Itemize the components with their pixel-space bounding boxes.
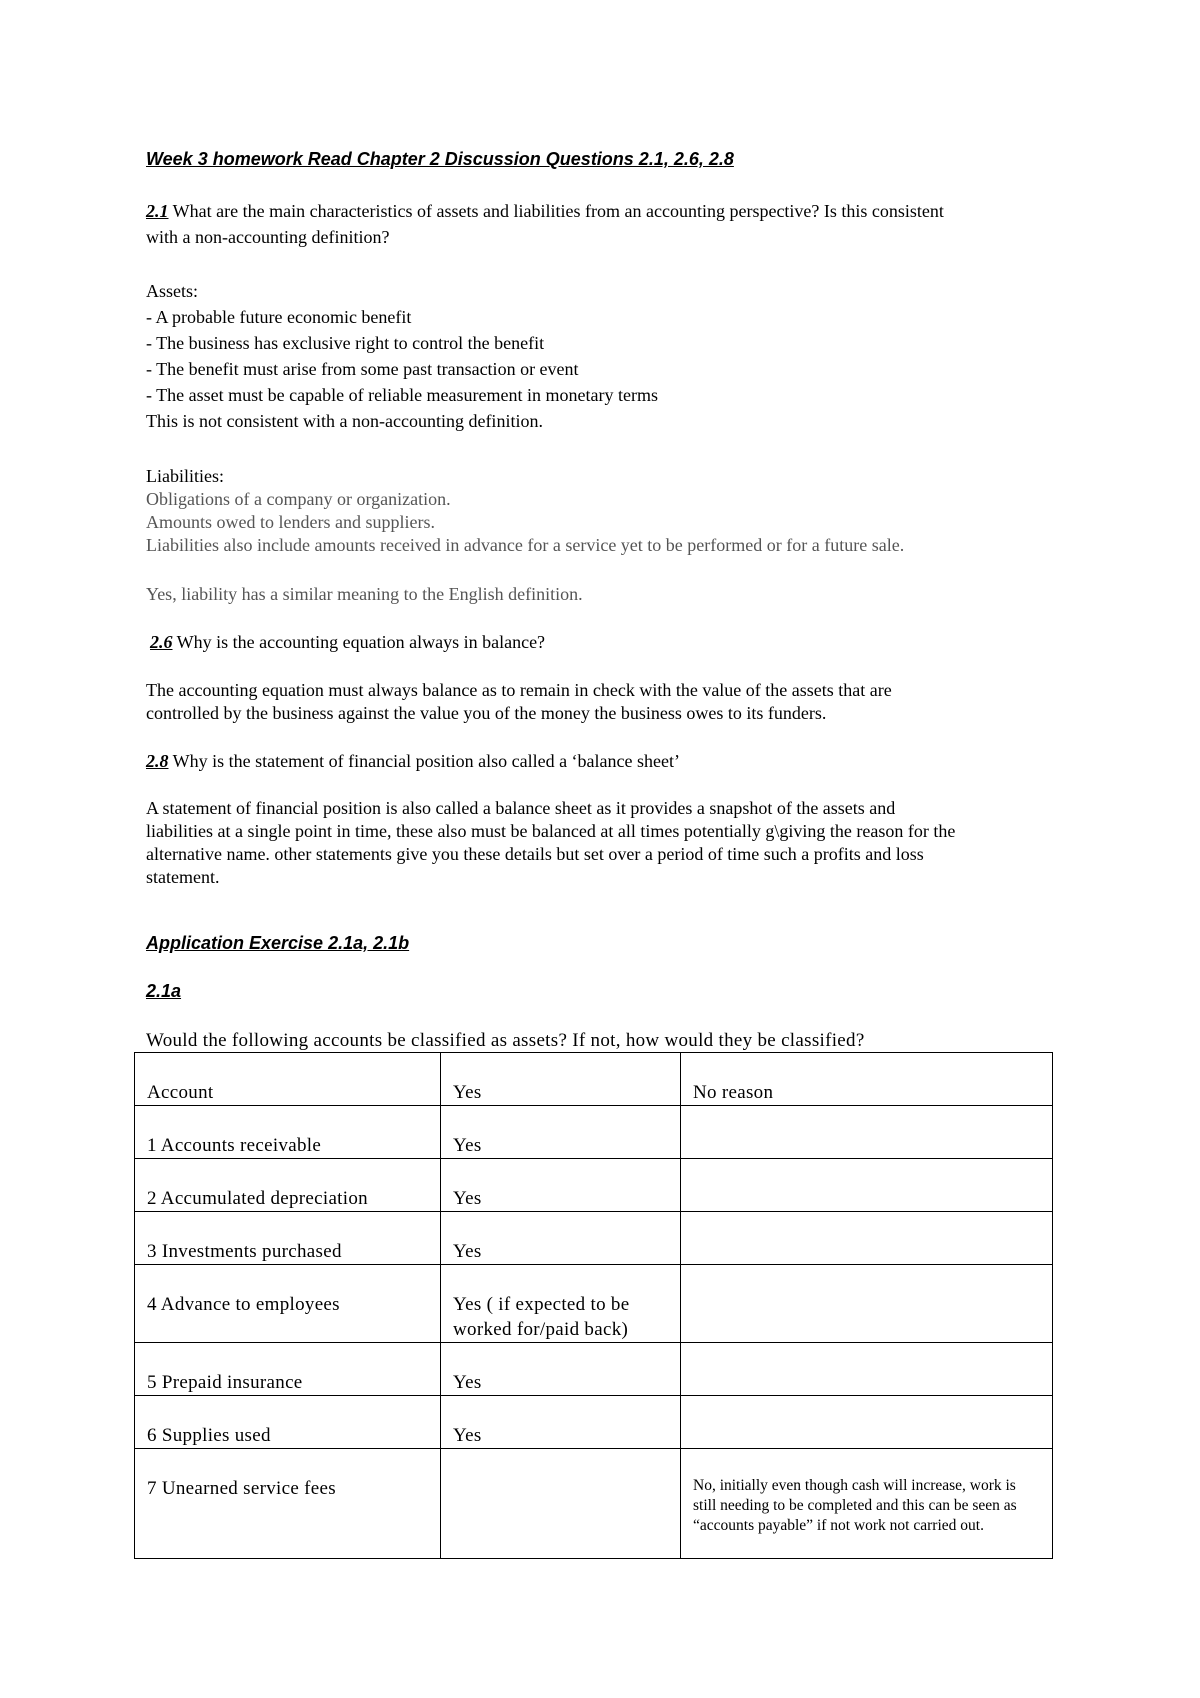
account-cell: 4 Advance to employees (135, 1265, 441, 1343)
accounts-table (134, 1052, 1053, 1559)
liabilities-line: Liabilities also include amounts received in advance for a service yet to be performed or for a future sale. (146, 535, 905, 555)
question-2-1-line1 (146, 200, 944, 222)
question-text: What are the main characteristics of assets and liabilities from an accounting perspective? Is this consistent (168, 201, 944, 221)
no-reason-cell (681, 1343, 1053, 1396)
question-number: 2.8 (146, 751, 169, 771)
table-row (135, 1212, 1053, 1265)
answer-2-8-line: A statement of financial position is also called a balance sheet as it provides a snapshot of the assets and (146, 798, 896, 818)
liabilities-label: Liabilities: (146, 466, 224, 486)
answer-2-8-line: liabilities at a single point in time, these also must be balanced at all times potentially g\giving the reason for the (146, 821, 956, 841)
yes-cell (441, 1449, 681, 1559)
yes-cell: Yes (441, 1343, 681, 1396)
answer-2-6-line: The accounting equation must always balance as to remain in check with the value of the assets that are (146, 680, 892, 700)
yes-cell: Yes (441, 1212, 681, 1265)
no-reason-cell (681, 1106, 1053, 1159)
account-cell: 7 Unearned service fees (135, 1449, 441, 1559)
liabilities-conclusion: Yes, liability has a similar meaning to the English definition. (146, 584, 583, 604)
table-row (135, 1343, 1053, 1396)
answer-2-8-line: alternative name. other statements give you these details but set over a period of time such a profits and loss (146, 844, 924, 864)
table-row (135, 1106, 1053, 1159)
liabilities-line: Obligations of a company or organization. (146, 489, 451, 509)
no-reason-cell (681, 1265, 1053, 1343)
account-cell: 1 Accounts receivable (135, 1106, 441, 1159)
question-2-6 (150, 631, 545, 653)
application-heading: Application Exercise 2.1a, 2.1b (146, 933, 410, 953)
question-2-1-line2: with a non-accounting definition? (146, 227, 390, 247)
yes-cell: Yes (441, 1396, 681, 1449)
table-header-cell: No reason (681, 1053, 1053, 1106)
assets-conclusion: This is not consistent with a non-accounting definition. (146, 411, 543, 431)
no-reason-cell (681, 1396, 1053, 1449)
assets-item: - The business has exclusive right to control the benefit (146, 333, 545, 353)
table-row (135, 1265, 1053, 1343)
no-reason-cell (681, 1212, 1053, 1265)
answer-2-8-line: statement. (146, 867, 220, 887)
no-reason-cell: No, initially even though cash will increase, work is still needing to be completed and this can be seen as “accounts payable” if not work not carried out. (681, 1449, 1053, 1559)
table-header-cell: Yes (441, 1053, 681, 1106)
assets-item: - The benefit must arise from some past transaction or event (146, 359, 579, 379)
question-text: Why is the statement of financial position also called a ‘balance sheet’ (168, 751, 680, 771)
table-row (135, 1396, 1053, 1449)
table-header-cell: Account (135, 1053, 441, 1106)
question-number: 2.1 (146, 201, 169, 221)
account-cell: 3 Investments purchased (135, 1212, 441, 1265)
assets-item: - A probable future economic benefit (146, 307, 412, 327)
liabilities-line: Amounts owed to lenders and suppliers. (146, 512, 435, 532)
page-title: Week 3 homework Read Chapter 2 Discussion Questions 2.1, 2.6, 2.8 (146, 149, 734, 169)
account-cell: 5 Prepaid insurance (135, 1343, 441, 1396)
application-subheading: 2.1a (146, 981, 182, 1001)
question-number: 2.6 (150, 632, 173, 652)
account-cell: 6 Supplies used (135, 1396, 441, 1449)
question-text: Why is the accounting equation always in balance? (172, 632, 546, 652)
yes-cell: Yes (441, 1159, 681, 1212)
yes-cell: Yes ( if expected to be worked for/paid back) (441, 1265, 681, 1343)
yes-cell: Yes (441, 1106, 681, 1159)
question-2-8 (146, 750, 680, 772)
table-header-row (135, 1053, 1053, 1106)
table-row (135, 1449, 1053, 1559)
table-row (135, 1159, 1053, 1212)
assets-label: Assets: (146, 281, 199, 301)
application-question: Would the following accounts be classified as assets? If not, how would they be classified? (146, 1030, 865, 1051)
no-reason-cell (681, 1159, 1053, 1212)
assets-item: - The asset must be capable of reliable measurement in monetary terms (146, 385, 658, 405)
answer-2-6-line: controlled by the business against the value you of the money the business owes to its funders. (146, 703, 827, 723)
account-cell: 2 Accumulated depreciation (135, 1159, 441, 1212)
